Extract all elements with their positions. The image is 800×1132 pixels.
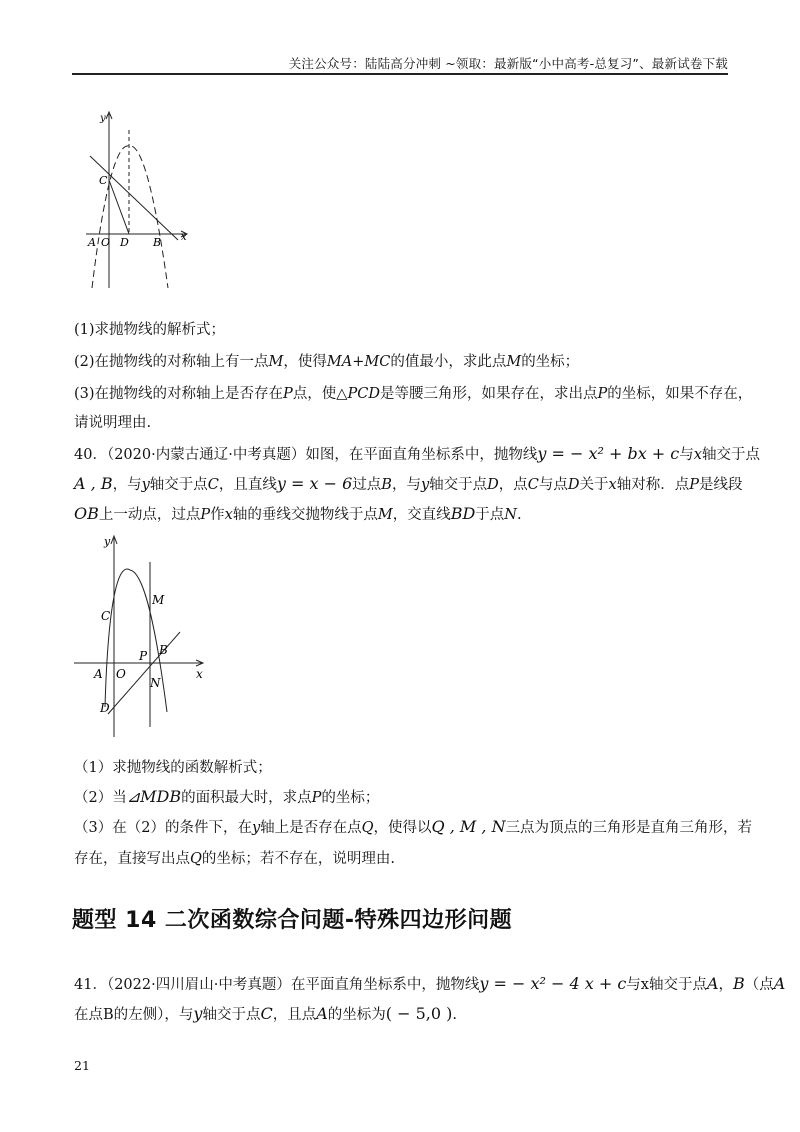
label-y: y bbox=[104, 535, 111, 548]
q41-line1: 41．（2022·四川眉山·中考真题）在平面直角坐标系中，抛物线y = − x² − 4 x + c与x轴交于点A，B（点A bbox=[74, 974, 786, 993]
q40-line2: A , B，与y轴交于点C，且直线y = x − 6过点B，与y轴交于点D，点C与点D关于x轴对称．点P是线段 bbox=[74, 474, 743, 493]
label-x: x bbox=[181, 232, 187, 243]
label-p: P bbox=[139, 649, 148, 663]
label-c: C bbox=[101, 609, 111, 623]
q40-line1: 40．（2020·内蒙古通辽·中考真题）如图，在平面直角坐标系中，抛物线y = − x² + bx + c与x轴交于点 bbox=[74, 444, 760, 463]
label-b: B bbox=[159, 643, 168, 657]
q41-line2: 在点B的左侧），与y轴交于点C，且点A的坐标为( − 5,0 ). bbox=[74, 1004, 457, 1023]
label-a: A bbox=[88, 236, 96, 249]
label-d: D bbox=[120, 236, 129, 249]
figure-parabola-2 bbox=[72, 532, 222, 744]
q40-part3-cont: 存在，直接写出点Q的坐标；若不存在，说明理由. bbox=[74, 851, 395, 867]
label-o: O bbox=[101, 236, 111, 249]
label-a: A bbox=[94, 667, 103, 681]
q39-part3: (3)在抛物线的对称轴上是否存在P点，使△PCD是等腰三角形，如果存在，求出点P的坐标，如果不存在， bbox=[74, 386, 753, 402]
q40-part3: （3）在（2）的条件下，在y轴上是否存在点Q，使得以Q , M , N三点为顶点的三角形是直角三角形，若 bbox=[74, 817, 753, 836]
label-y: y bbox=[100, 113, 106, 124]
label-c: C bbox=[99, 174, 108, 187]
label-m: M bbox=[152, 593, 165, 607]
q39-part3-cont: 请说明理由. bbox=[74, 415, 152, 431]
label-x: x bbox=[196, 667, 203, 681]
q40-part2: （2）当⊿MDB的面积最大时，求点P的坐标； bbox=[74, 787, 380, 806]
page-header: 关注公众号：陆陆高分冲刺 ~领取：最新版“小中高考-总复习”、最新试卷下载 bbox=[288, 56, 728, 71]
q40-line3: OB上一动点，过点P作x轴的垂线交抛物线于点M，交直线BD于点N. bbox=[74, 504, 522, 523]
page-number: 21 bbox=[74, 1058, 90, 1073]
parabola-curve bbox=[92, 146, 168, 288]
header-divider bbox=[72, 73, 728, 75]
section-heading: 题型 14 二次函数综合问题-特殊四边形问题 bbox=[72, 908, 513, 933]
q39-part1: (1)求抛物线的解析式； bbox=[74, 322, 226, 338]
segment-cd bbox=[109, 180, 129, 234]
label-n: N bbox=[150, 676, 161, 690]
q40-part1: （1）求抛物线的函数解析式； bbox=[74, 760, 272, 776]
label-o: O bbox=[116, 667, 126, 681]
line-cb bbox=[90, 156, 178, 240]
label-b: B bbox=[153, 236, 162, 249]
label-d: D bbox=[100, 701, 110, 715]
figure-parabola-1 bbox=[82, 108, 212, 298]
q39-part2: (2)在抛物线的对称轴上有一点M，使得MA+MC的值最小，求此点M的坐标； bbox=[74, 354, 580, 370]
